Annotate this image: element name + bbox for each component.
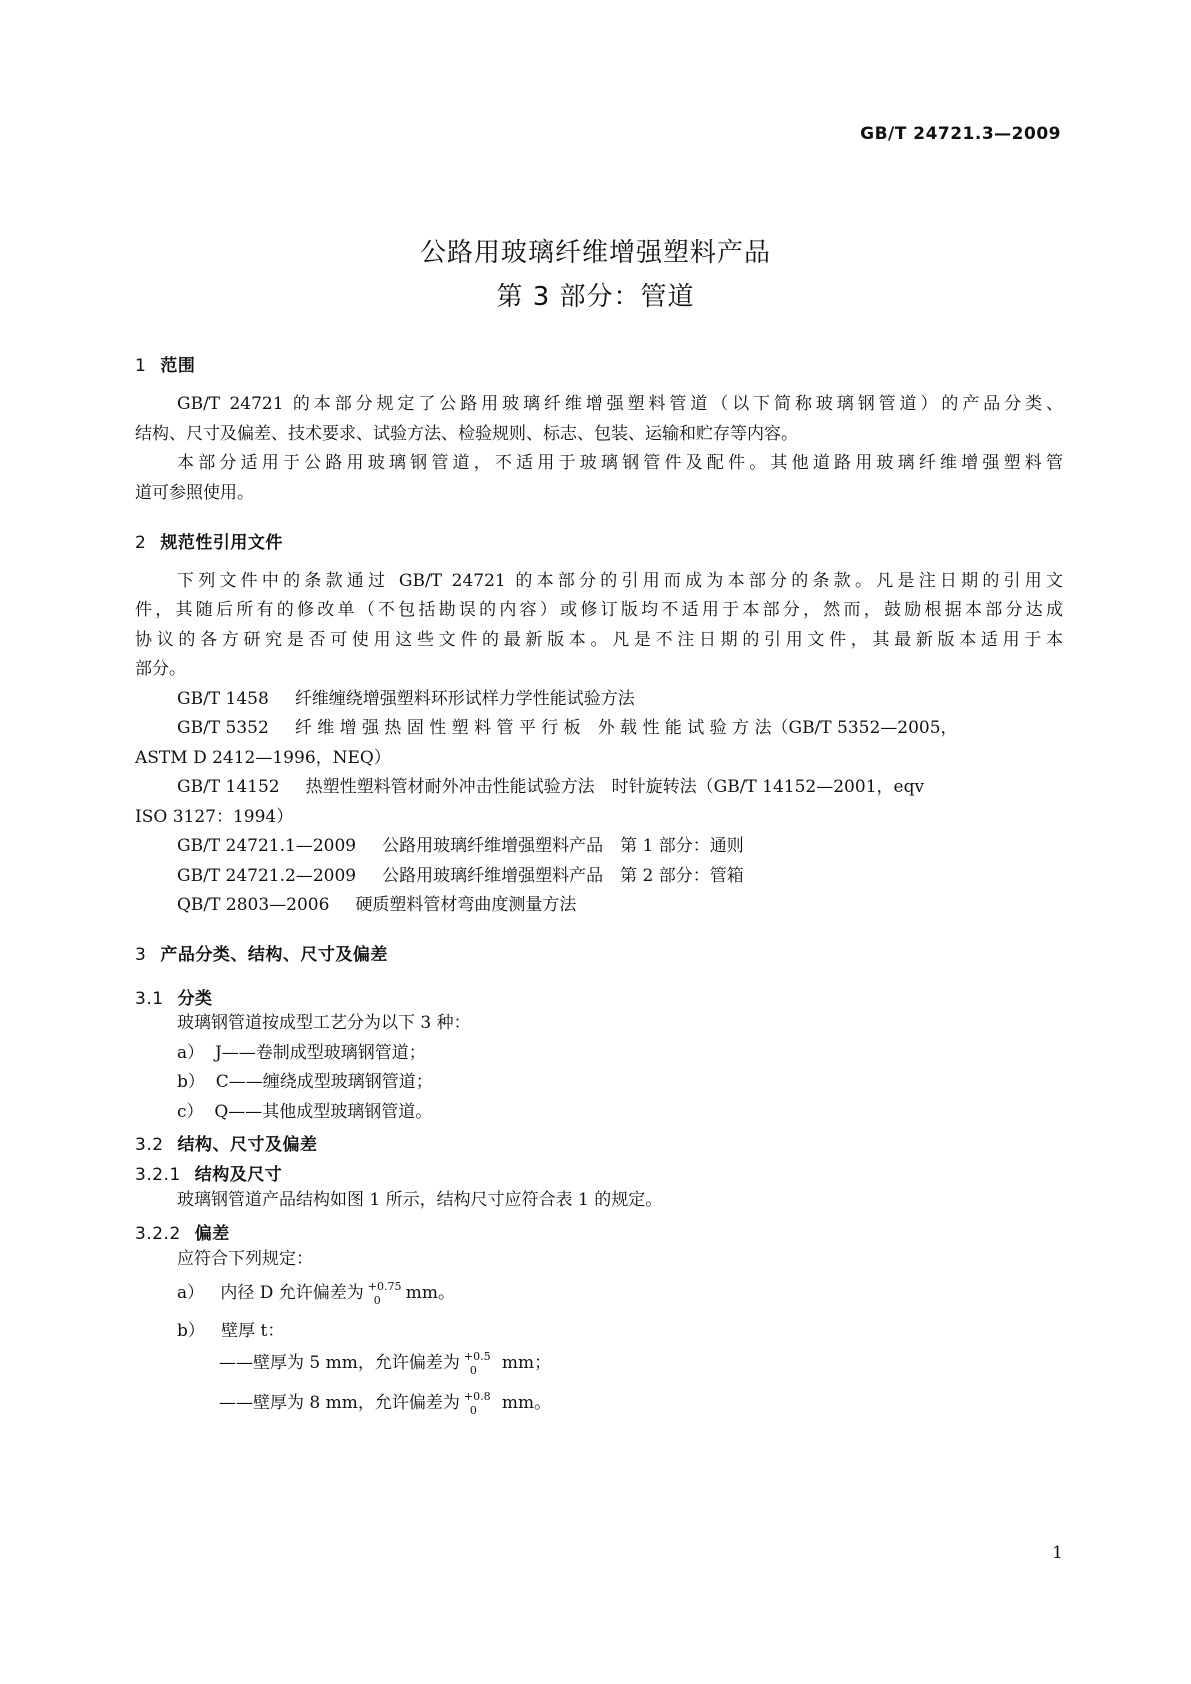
section-number: 3.2.2 [135,1224,181,1244]
reference-item [177,835,1105,857]
tolerance-lower: 0 [373,1293,381,1307]
reference-continuation: ISO 3127：1994） [135,807,294,827]
section-3-heading [135,940,388,965]
list-text: J——卷制成型玻璃钢管道； [214,1043,426,1063]
unit: mm。 [501,1393,552,1413]
paragraph-line: 本部分适用于公路用玻璃钢管道，不适用于玻璃钢管件及配件。其他道路用玻璃纤维增强塑料管 [177,453,1063,473]
section-number: 3.1 [135,989,164,1009]
section-number: 2 [135,533,147,553]
reference-item [177,865,1105,887]
list-marker: b） [177,1072,205,1092]
paragraph-line: 玻璃钢管道按成型工艺分为以下 3 种： [177,1013,471,1033]
tolerance [368,1281,402,1307]
sub-list-item [219,1390,1147,1417]
reference-code: GB/T 24721.1—2009 [177,836,357,856]
paragraph-line: 结构、尺寸及偏差、技术要求、试验方法、检验规则、标志、包装、运输和贮存等内容。 [135,424,798,444]
list-text: C——缠绕成型玻璃钢管道； [215,1072,433,1092]
section-title: 产品分类、结构、尺寸及偏差 [160,945,388,965]
reference-item [177,717,1105,739]
list-item [177,1101,1105,1123]
subsection-3-2-2-heading [135,1219,230,1244]
section-title: 结构及尺寸 [194,1165,283,1185]
reference-code: GB/T 5352 [177,718,269,738]
reference-item [177,688,1105,710]
tolerance-lower: 0 [469,1363,477,1377]
tolerance-upper: +0.75 [367,1279,402,1293]
paragraph-line: GB/T 24721 的本部分规定了公路用玻璃纤维增强塑料管道（以下简称玻璃钢管道）的产品分类、 [177,394,1063,414]
document-subtitle: 第 3 部分：管道 [496,282,695,312]
tolerance [464,1391,498,1417]
tolerance-upper: +0.8 [463,1389,491,1403]
paragraph-line: 道可参照使用。 [135,483,254,503]
section-1-heading [135,351,195,376]
subsection-3-2-1-heading [135,1160,282,1185]
tolerance [464,1351,498,1377]
reference-title: 纤 维 增 强 热 固 性 塑 料 管 平 行 板 外 载 性 能 试 验 方 法（GB/T 5352—2005， [294,718,958,738]
list-text: 内径 D 允许偏差为 [220,1283,364,1303]
paragraph-line: 下列文件中的条款通过 GB/T 24721 的本部分的引用而成为本部分的条款。凡是注日期的引用文 [177,571,1063,591]
reference-code: GB/T 1458 [177,689,269,709]
subsection-3-2-heading [135,1130,318,1155]
paragraph-line: 部分。 [135,659,186,679]
subsection-3-1-heading [135,984,213,1009]
section-number: 3.2.1 [135,1165,181,1185]
document-title: 公路用玻璃纤维增强塑料产品 [419,238,771,268]
list-item [177,1071,1105,1093]
reference-title: 热塑性塑料管材耐外冲击性能试验方法 时针旋转法（GB/T 14152—2001，eqv [305,777,925,797]
tolerance-lower: 0 [469,1403,477,1417]
list-marker: a） [177,1043,205,1063]
list-text: Q——其他成型玻璃钢管道。 [214,1102,433,1122]
list-marker: c） [177,1102,204,1122]
list-text: 壁厚 t： [221,1321,285,1341]
reference-code: GB/T 14152 [177,777,280,797]
list-text: ——壁厚为 8 mm，允许偏差为 [219,1393,460,1413]
reference-code: QB/T 2803—2006 [177,895,330,915]
reference-title: 纤维缠绕增强塑料环形试样力学性能试验方法 [294,689,635,709]
section-title: 偏差 [194,1224,230,1244]
section-title: 分类 [177,989,213,1009]
reference-code: GB/T 24721.2—2009 [177,866,357,886]
standard-number: GB/T 24721.3—2009 [860,124,1061,144]
section-title: 规范性引用文件 [160,533,283,553]
sub-list-item [219,1350,1147,1377]
reference-title: 公路用玻璃纤维增强塑料产品 第 1 部分：通则 [382,836,744,856]
list-item [177,1042,1105,1064]
paragraph-line: 件，其随后所有的修改单（不包括勘误的内容）或修订版均不适用于本部分，然而，鼓励根据本部分达成 [135,600,1063,620]
section-number: 1 [135,356,147,376]
section-title: 范围 [160,356,196,376]
reference-title: 公路用玻璃纤维增强塑料产品 第 2 部分：管箱 [382,866,744,886]
section-title: 结构、尺寸及偏差 [177,1135,318,1155]
list-marker: b） [177,1321,205,1341]
list-marker: a） [177,1283,205,1303]
list-item [177,1280,1105,1307]
list-text: ——壁厚为 5 mm，允许偏差为 [219,1353,460,1373]
reference-title: 硬质塑料管材弯曲度测量方法 [355,895,577,915]
section-number: 3.2 [135,1135,164,1155]
reference-continuation: ASTM D 2412—1996，NEQ） [135,748,391,768]
page-number: 1 [1052,1543,1063,1563]
unit: mm。 [405,1283,456,1303]
unit: mm； [501,1353,552,1373]
reference-item [177,894,1105,916]
tolerance-upper: +0.5 [463,1349,491,1363]
paragraph-line: 协议的各方研究是否可使用这些文件的最新版本。凡是不注日期的引用文件，其最新版本适用于本 [135,630,1063,650]
section-2-heading [135,528,283,553]
paragraph-line: 玻璃钢管道产品结构如图 1 所示，结构尺寸应符合表 1 的规定。 [177,1190,663,1210]
reference-item [177,776,1105,798]
list-item [177,1320,1105,1342]
paragraph-line: 应符合下列规定： [177,1249,313,1269]
section-number: 3 [135,945,147,965]
